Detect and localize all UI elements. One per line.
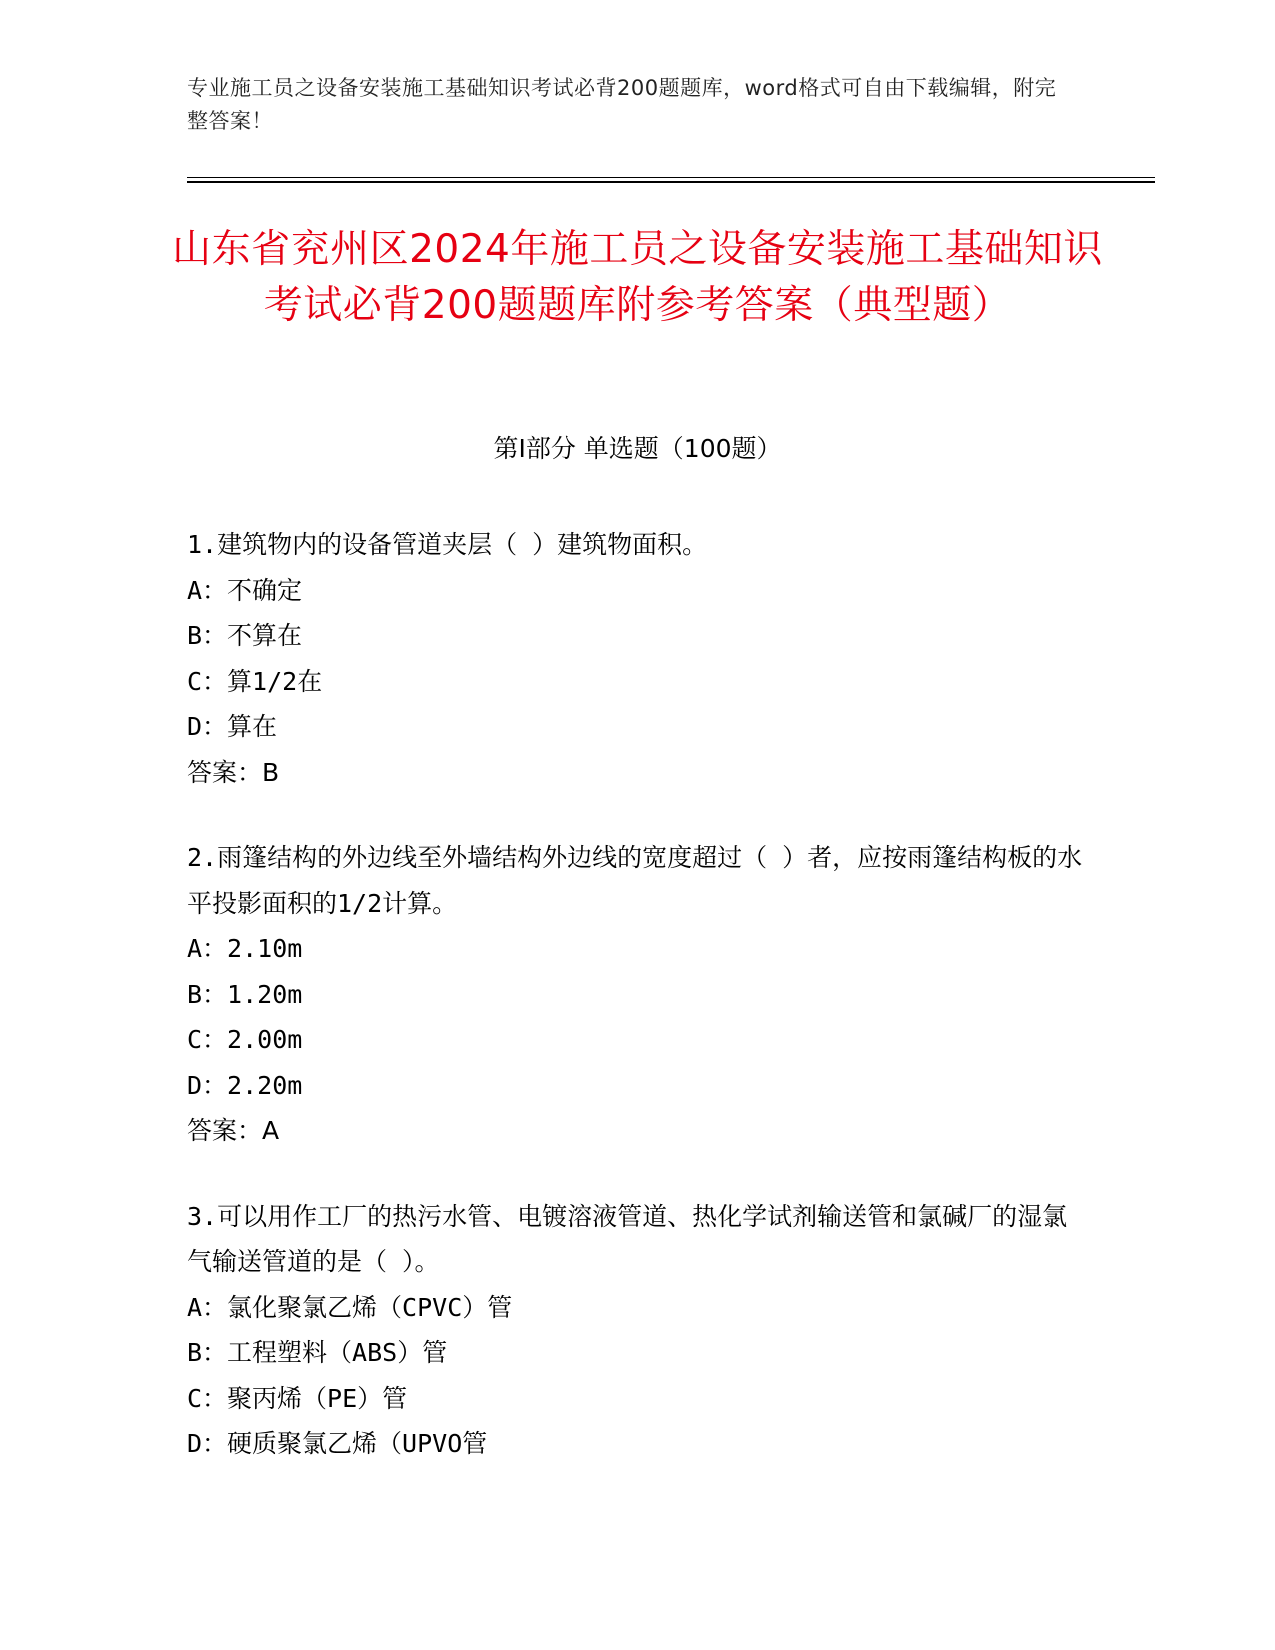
document-title: 山东省兖州区2024年施工员之设备安装施工基础知识考试必背200题题库附参考答案（典型题） bbox=[172, 227, 1103, 328]
question-text: 1.建筑物内的设备管道夹层（ ）建筑物面积。 bbox=[187, 530, 708, 559]
question-2 bbox=[187, 835, 1087, 1154]
option-c: C：聚丙烯（PE）管 bbox=[187, 1383, 408, 1413]
option-a: A：2.10m bbox=[187, 934, 303, 963]
header-divider bbox=[187, 177, 1155, 183]
option-c: C：算1/2在 bbox=[187, 666, 323, 696]
option-d: D：硬质聚氯乙烯（UPVO管 bbox=[187, 1429, 488, 1458]
question-list bbox=[187, 522, 1087, 1507]
section-heading: 第I部分 单选题（100题） bbox=[493, 434, 782, 463]
option-c: C：2.00m bbox=[187, 1025, 303, 1054]
header-note: 专业施工员之设备安装施工基础知识考试必背200题题库，word格式可自由下载编辑，附完整答案！ bbox=[187, 76, 1057, 133]
option-a: A：氯化聚氯乙烯（CPVC）管 bbox=[187, 1292, 513, 1322]
option-d: D：2.20m bbox=[187, 1070, 303, 1100]
option-a: A：不确定 bbox=[187, 575, 303, 605]
option-d: D：算在 bbox=[187, 712, 278, 741]
option-b: B：1.20m bbox=[187, 979, 303, 1009]
question-1 bbox=[187, 522, 1087, 795]
answer: 答案：A bbox=[187, 1116, 280, 1145]
question-3 bbox=[187, 1194, 1087, 1467]
answer: 答案：B bbox=[187, 757, 280, 787]
option-b: B：工程塑料（ABS）管 bbox=[187, 1338, 448, 1367]
option-b: B：不算在 bbox=[187, 621, 303, 650]
header-divider-thick bbox=[187, 181, 1155, 183]
question-text: 3.可以用作工厂的热污水管、电镀溶液管道、热化学试剂输送管和氯碱厂的湿氯气输送管道的是（ ）。 bbox=[187, 1201, 1068, 1276]
header-divider-thin bbox=[187, 177, 1155, 178]
question-text: 2.雨篷结构的外边线至外墙结构外边线的宽度超过（ ）者，应按雨篷结构板的水平投影面积的1/2计算。 bbox=[187, 843, 1083, 918]
